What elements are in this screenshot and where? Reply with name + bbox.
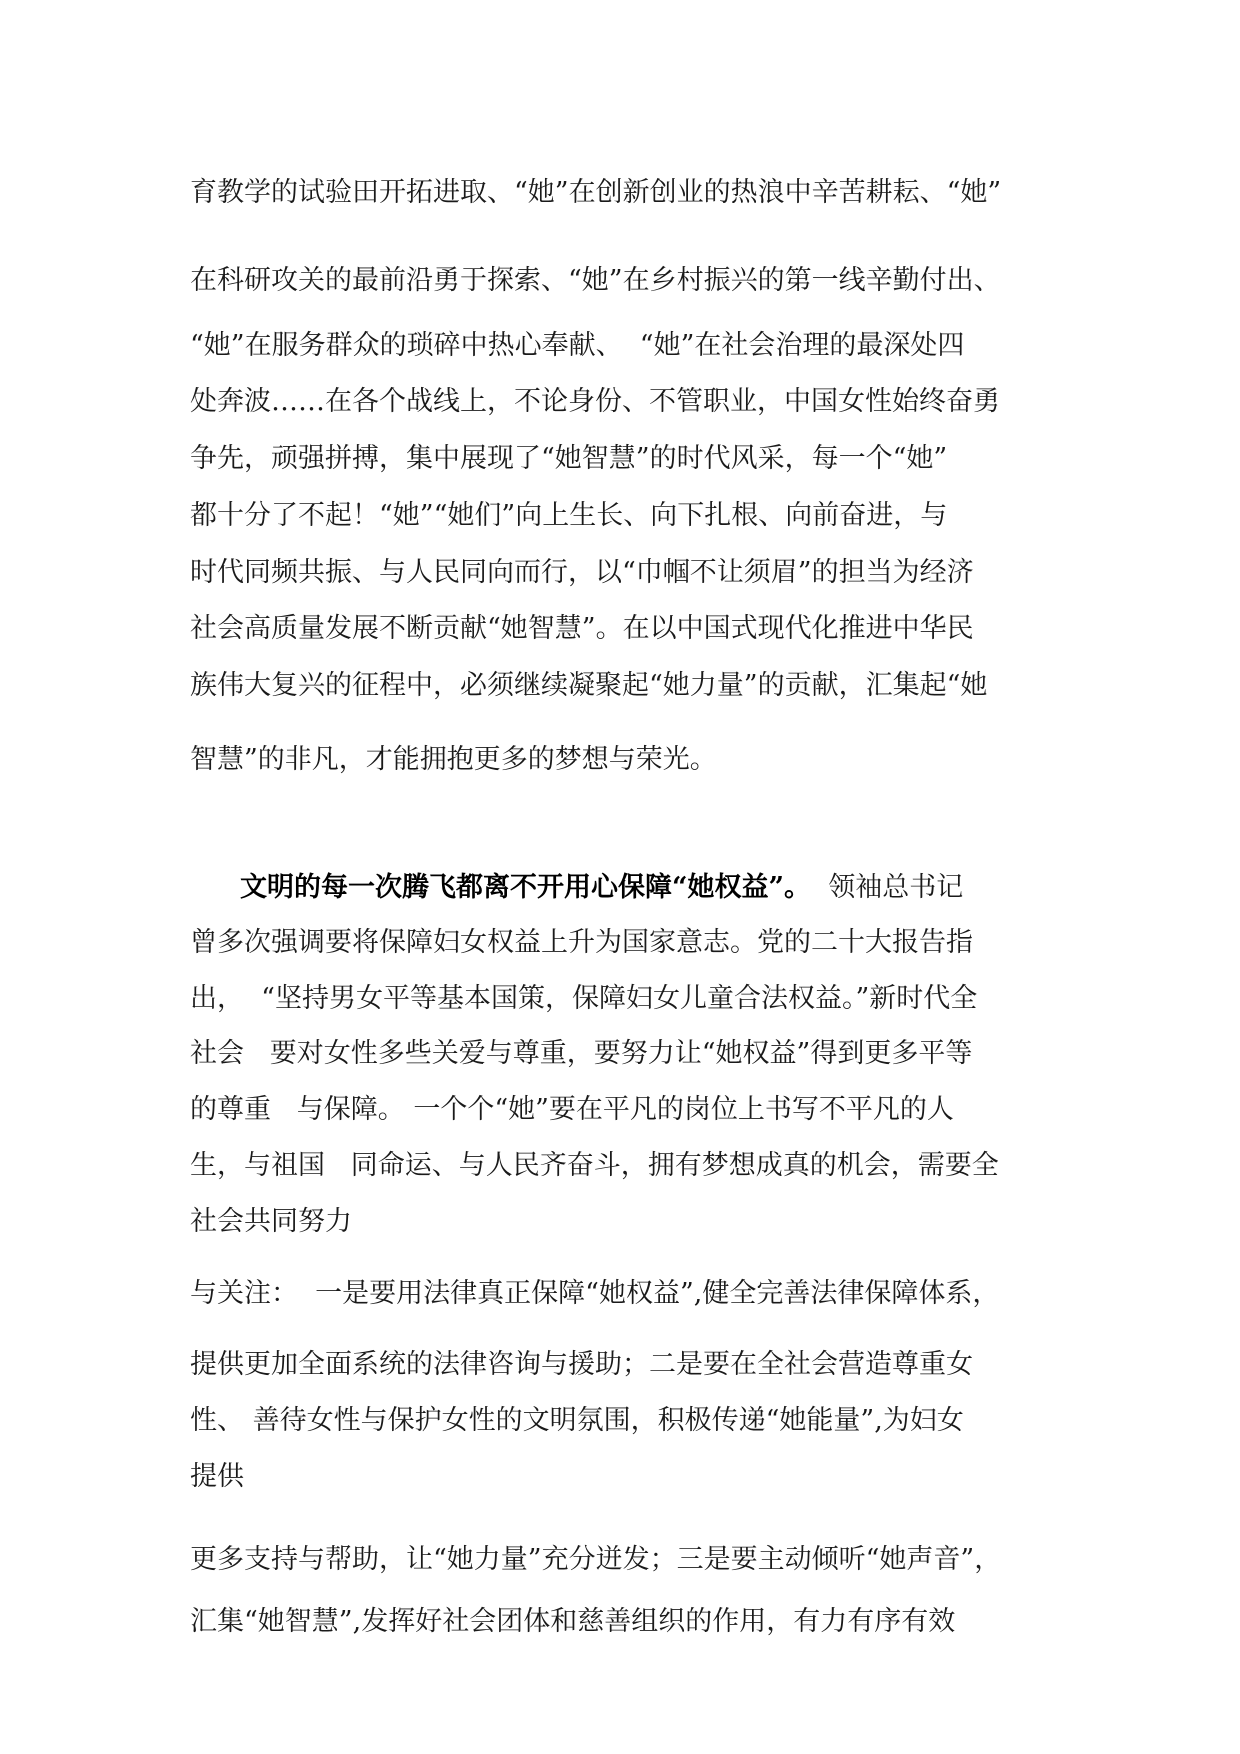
- paragraph-2-line-12: 汇集“她智慧”,发挥好社会团体和慈善组织的作用，有力有序有效: [190, 1606, 956, 1637]
- paragraph-2-line-10: 提供: [190, 1461, 244, 1492]
- paragraph-2-line-7: 与关注： 一是要用法律真正保障“她权益”,健全完善法律保障体系，: [190, 1278, 1000, 1309]
- paragraph-1-line-10: 智慧”的非凡，才能拥抱更多的梦想与荣光。: [190, 744, 717, 775]
- section-heading: 文明的每一次腾飞都离不开用心保障“她权益”。: [240, 872, 812, 903]
- paragraph-1-line-4: 处奔波……在各个战线上，不论身份、不管职业，中国女性始终奋勇: [190, 386, 1000, 417]
- paragraph-2-line-4: 的尊重 与保障。 一个个“她”要在平凡的岗位上书写不平凡的人: [190, 1094, 954, 1125]
- paragraph-1-line-7: 时代同频共振、与人民同向而行，以“巾帼不让须眉”的担当为经济: [190, 557, 974, 588]
- section-heading-tail: 领袖总书记: [811, 872, 964, 903]
- paragraph-2-line-5: 生，与祖国 同命运、与人民齐奋斗，拥有梦想成真的机会，需要全: [190, 1150, 999, 1181]
- paragraph-1-line-5: 争先，顽强拼搏，集中展现了“她智慧”的时代风采，每一个“她”: [190, 443, 948, 474]
- paragraph-2-heading-line: [240, 871, 963, 905]
- paragraph-2-line-8: 提供更加全面系统的法律咨询与援助；二是要在全社会营造尊重女: [190, 1349, 973, 1380]
- paragraph-1-line-6: 都十分了不起！“她”“她们”向上生长、向下扎根、向前奋进，与: [190, 500, 948, 531]
- paragraph-1-line-9: 族伟大复兴的征程中，必须继续凝聚起“她力量”的贡献，汇集起“她: [190, 670, 988, 701]
- paragraph-2-line-2: 出， “坚持男女平等基本国策，保障妇女儿童合法权益。”新时代全: [190, 983, 978, 1014]
- paragraph-1-line-8: 社会高质量发展不断贡献“她智慧”。在以中国式现代化推进中华民: [190, 613, 974, 644]
- paragraph-2-line-6: 社会共同努力: [190, 1206, 352, 1237]
- paragraph-2-line-1: 曾多次强调要将保障妇女权益上升为国家意志。党的二十大报告指: [190, 927, 973, 958]
- paragraph-1-line-1: 育教学的试验田开拓进取、“她”在创新创业的热浪中辛苦耕耘、“她”: [190, 177, 1002, 208]
- paragraph-2-line-9: 性、 善待女性与保护女性的文明氛围，积极传递“她能量”,为妇女: [190, 1405, 964, 1436]
- paragraph-1-line-2: 在科研攻关的最前沿勇于探索、“她”在乡村振兴的第一线辛勤付出、: [190, 265, 1001, 296]
- paragraph-2-line-3: 社会 要对女性多些关爱与尊重，要努力让“她权益”得到更多平等: [190, 1038, 973, 1069]
- paragraph-1-line-3: “她”在服务群众的琐碎中热心奉献、 “她”在社会治理的最深处四: [190, 330, 965, 361]
- paragraph-2-line-11: 更多支持与帮助，让“她力量”充分迸发；三是要主动倾听“她声音”，: [190, 1544, 1002, 1575]
